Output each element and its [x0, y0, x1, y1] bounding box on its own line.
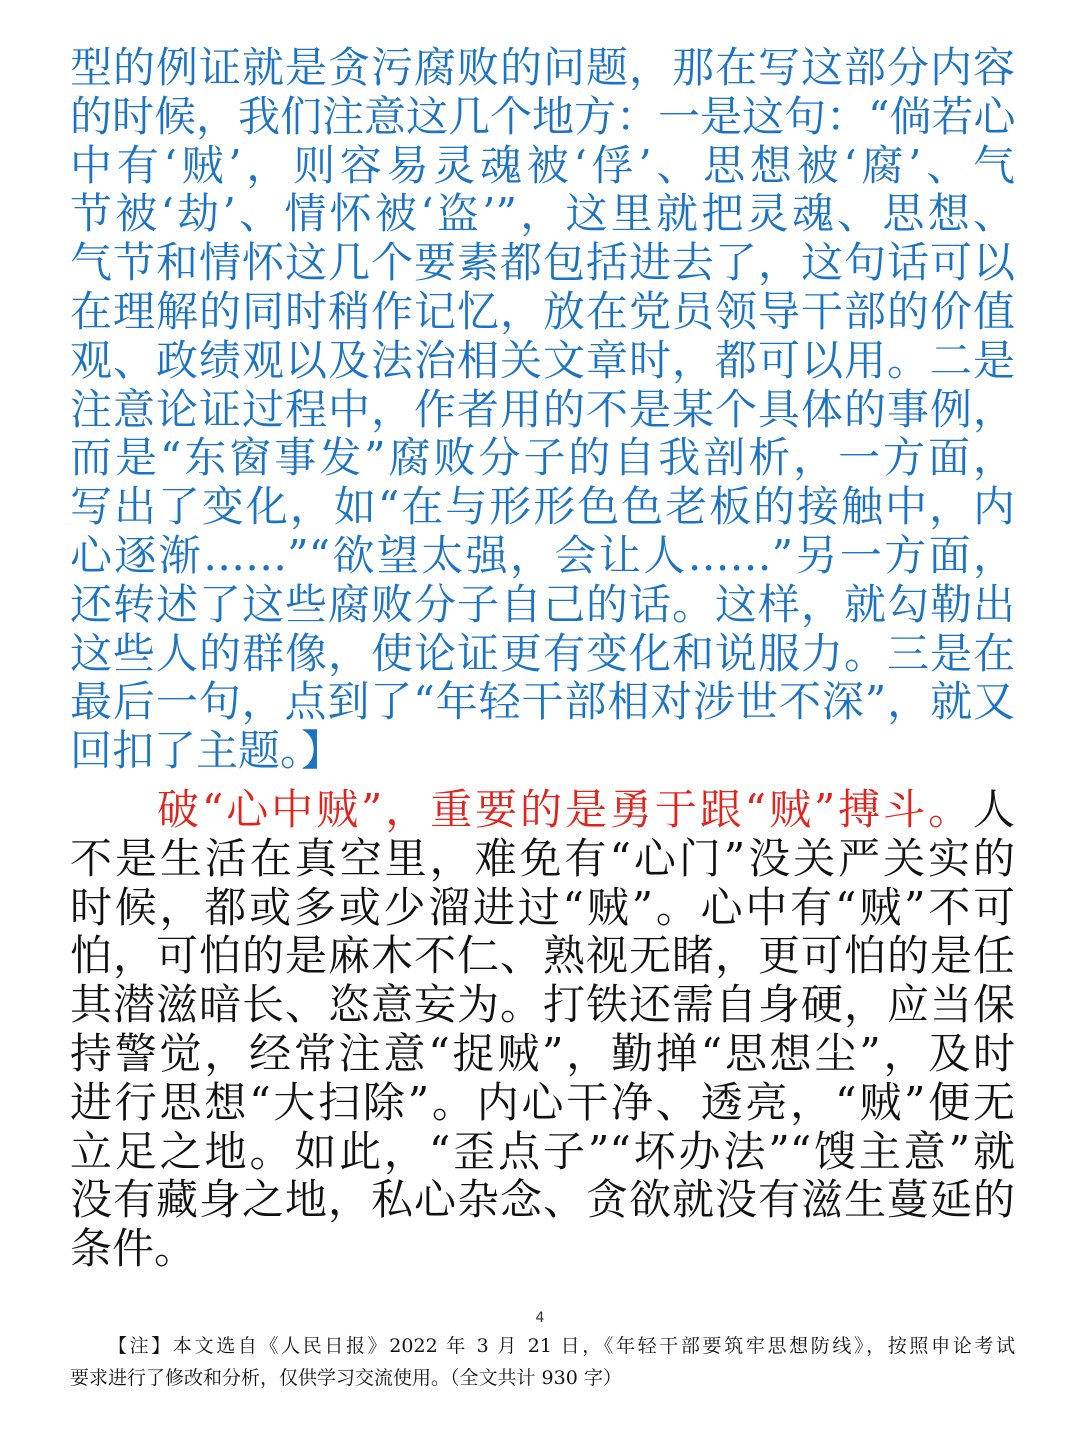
commentary-line: 而是“东窗事发”腐败分子的自我剖析，一方面， [70, 433, 1015, 483]
commentary-line: 注意论证过程中，作者用的不是某个具体的事例， [70, 384, 1015, 434]
commentary-line: 心逐渐……”“欲望太强，会让人……”另一方面， [70, 530, 1015, 580]
commentary-line: 在理解的同时稍作记忆，放在党员领导干部的价值 [70, 286, 1015, 336]
body-line: 怕，可怕的是麻木不仁、熟视无睹，更可怕的是任 [70, 931, 1015, 981]
body-line: 持警觉，经常注意“捉贼”，勤掸“思想尘”，及时 [70, 1028, 1015, 1078]
commentary-line: 节被‘劫’、情怀被‘盗’”，这里就把灵魂、思想、 [70, 189, 1015, 239]
body-line: 没有藏身之地，私心杂念、贪欲就没有滋生蔓延的 [70, 1175, 1015, 1225]
body-line: 不是生活在真空里，难免有“心门”没关严关实的 [70, 833, 1015, 883]
commentary-line: 气节和情怀这几个要素都包括进去了，这句话可以 [70, 238, 1015, 288]
key-sentence: 破“心中贼”，重要的是勇于跟“贼”搏斗。 [154, 785, 973, 834]
body-first-line [70, 786, 1015, 835]
page-number: 4 [535, 1310, 545, 1326]
body-line: 条件。 [70, 1224, 197, 1274]
commentary-line: 观、政绩观以及法治相关文章时，都可以用。二是 [70, 335, 1015, 385]
body-line: 其潜滋暗长、恣意妄为。打铁还需自身硬，应当保 [70, 980, 1015, 1030]
body-text-run: 人 [972, 785, 1015, 834]
body-paragraph [70, 786, 1015, 1274]
commentary-line: 这些人的群像，使论证更有变化和说服力。三是在 [70, 628, 1015, 678]
footnote-line: 要求进行了修改和分析，仅供学习交流使用。（全文共计 930 字） [70, 1367, 622, 1389]
footnote-line: 【注】本文选自《人民日报》2022 年 3 月 21 日，《年轻干部要筑牢思想防线》，按照申论考试 [108, 1335, 1015, 1357]
body-line: 立足之地。如此，“歪点子”“坏办法”“馊主意”就 [70, 1126, 1015, 1176]
commentary-line: 中有‘贼’，则容易灵魂被‘俘’、思想被‘腐’、气 [70, 140, 1015, 190]
commentary-line: 回扣了主题。】 [70, 726, 344, 776]
footnote [70, 1330, 1015, 1394]
body-line: 进行思想“大扫除”。内心干净、透亮，“贼”便无 [70, 1077, 1015, 1127]
commentary-paragraph [70, 44, 1015, 776]
commentary-line: 写出了变化，如“在与形形色色老板的接触中，内 [70, 482, 1015, 532]
commentary-line: 型的例证就是贪污腐败的问题，那在写这部分内容 [70, 43, 1015, 92]
commentary-line: 还转述了这些腐败分子自己的话。这样，就勾勒出 [70, 579, 1015, 629]
commentary-line: 最后一句，点到了“年轻干部相对涉世不深”，就又 [70, 677, 1015, 727]
commentary-line: 的时候，我们注意这几个地方：一是这句：“倘若心 [70, 91, 1016, 141]
body-line: 时候，都或多或少溜进过“贼”。心中有“贼”不可 [70, 882, 1015, 932]
